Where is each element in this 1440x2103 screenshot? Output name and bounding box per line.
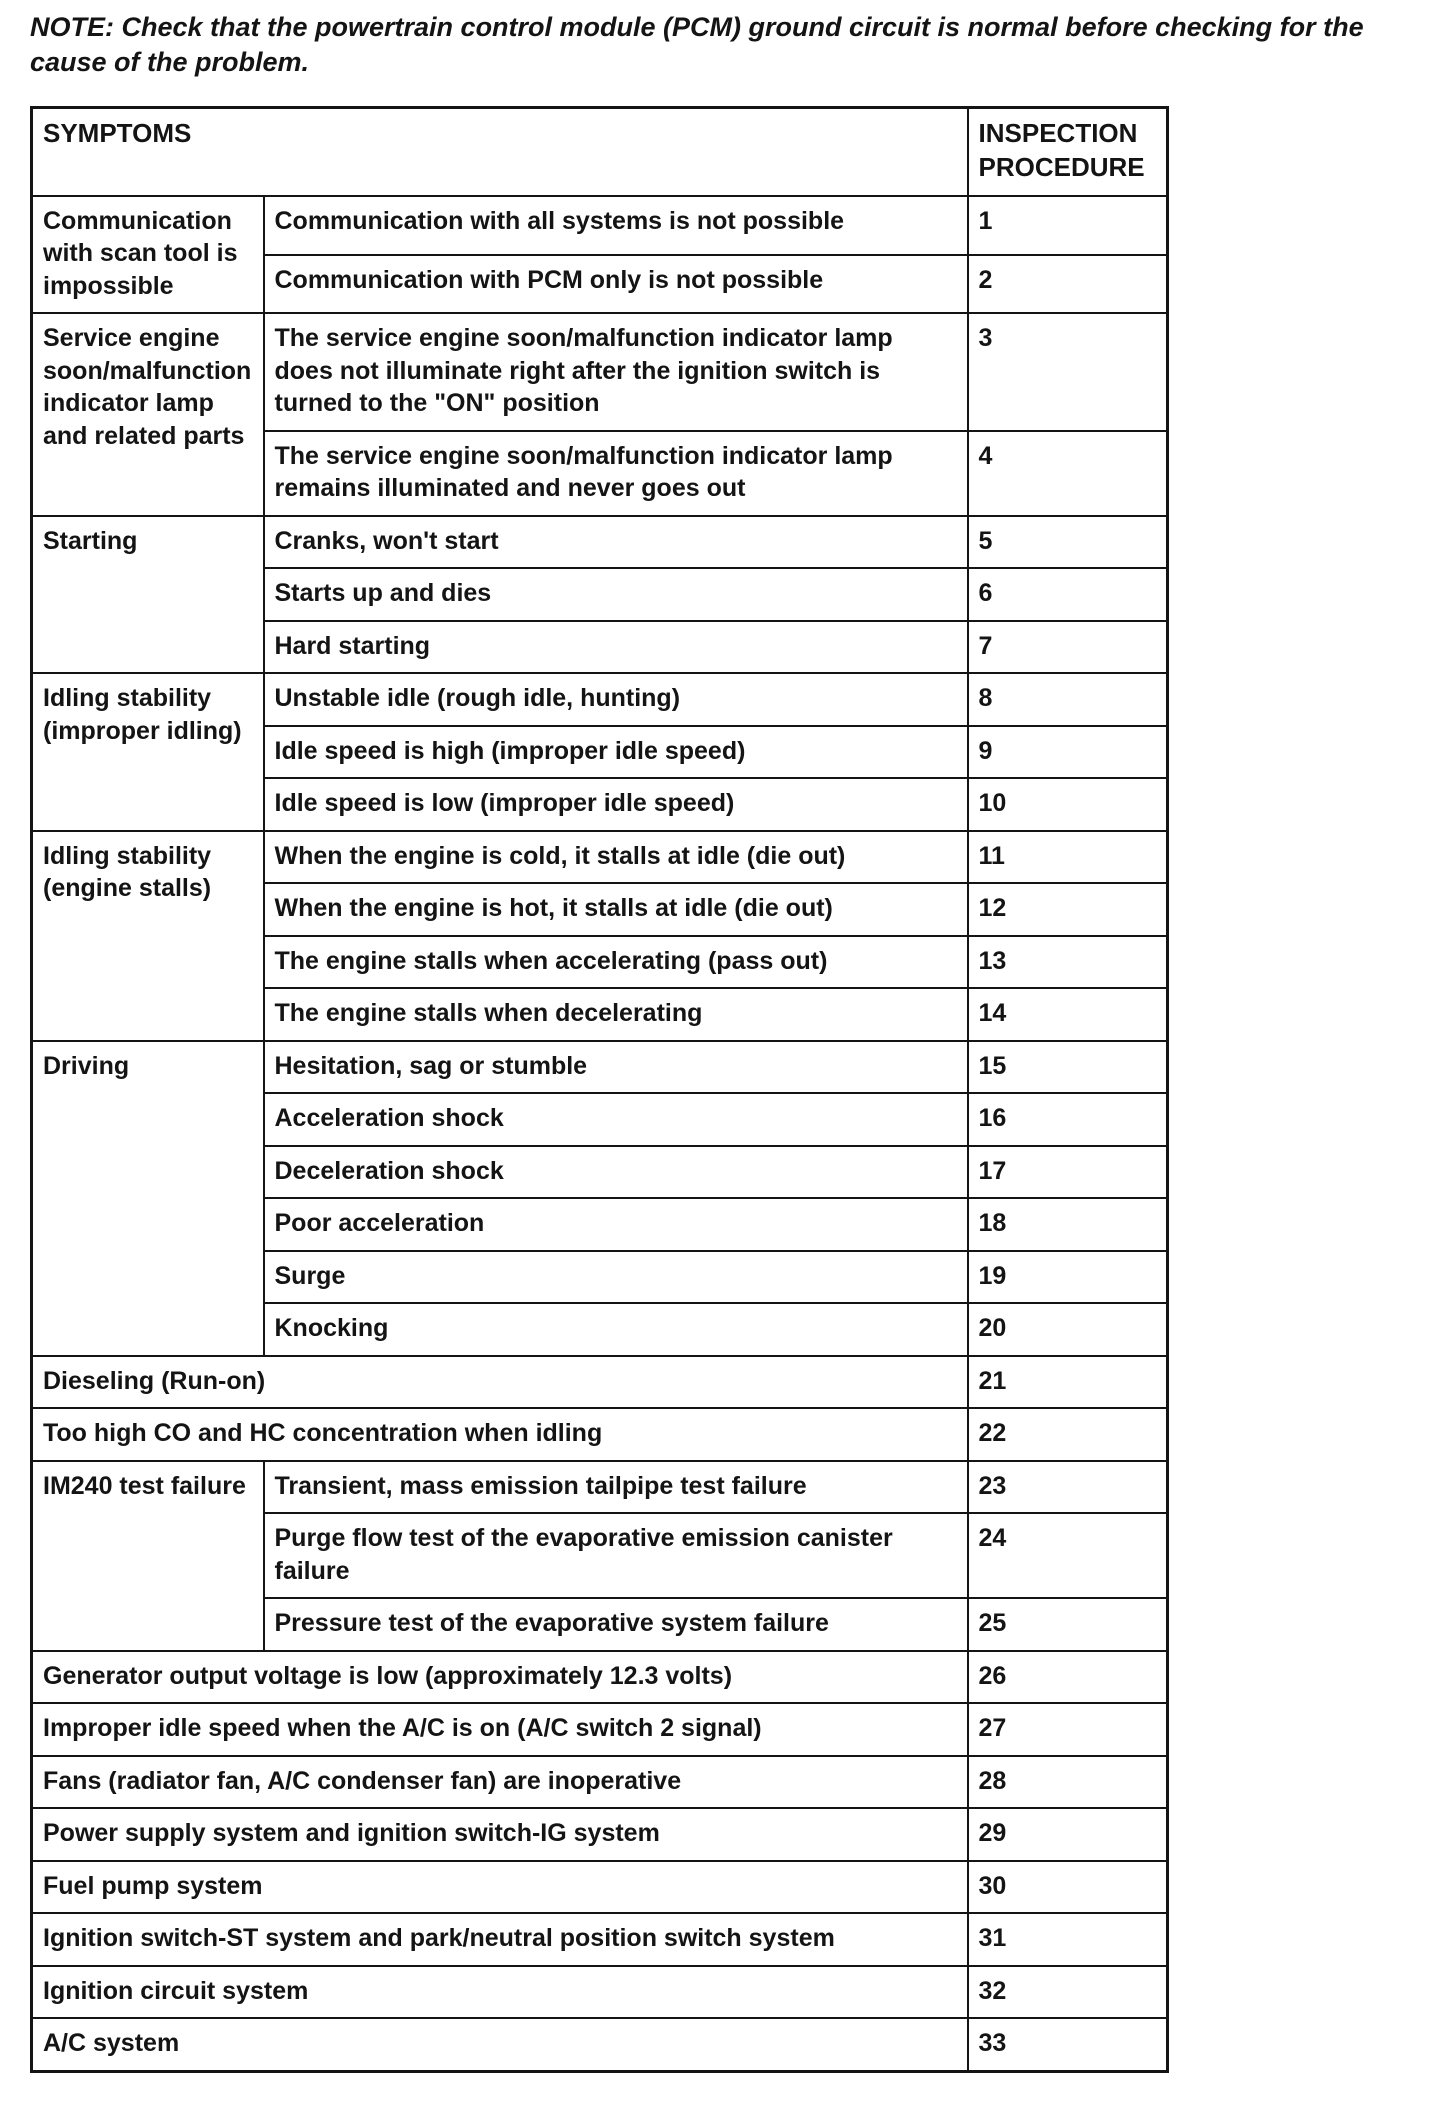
symptom-cell: Acceleration shock [264, 1093, 968, 1146]
symptom-cell: Power supply system and ignition switch-IG system [32, 1808, 968, 1861]
symptom-group-cell: Service engine soon/malfunction indicator lamp and related parts [32, 313, 264, 516]
inspection-procedure-cell: 11 [968, 831, 1168, 884]
inspection-procedure-cell: 23 [968, 1461, 1168, 1514]
inspection-procedure-cell: 33 [968, 2018, 1168, 2071]
symptom-cell: The service engine soon/malfunction indicator lamp remains illuminated and never goes out [264, 431, 968, 516]
pcm-ground-note: NOTE: Check that the powertrain control module (PCM) ground circuit is normal before checking for the cause of the problem. [30, 12, 1364, 78]
inspection-procedure-cell: 2 [968, 255, 1168, 314]
symptom-cell: Idle speed is high (improper idle speed) [264, 726, 968, 779]
inspection-procedure-cell: 29 [968, 1808, 1168, 1861]
table-body [32, 196, 1168, 2072]
inspection-procedure-cell: 12 [968, 883, 1168, 936]
symptom-cell: Ignition switch-ST system and park/neutral position switch system [32, 1913, 968, 1966]
symptom-cell: Deceleration shock [264, 1146, 968, 1199]
inspection-procedure-cell: 24 [968, 1513, 1168, 1598]
symptom-cell: Surge [264, 1251, 968, 1304]
symptom-cell: Hesitation, sag or stumble [264, 1041, 968, 1094]
symptom-cell: Dieseling (Run-on) [32, 1356, 968, 1409]
symptom-inspection-table [30, 106, 1169, 2073]
symptoms-column-header: SYMPTOMS [32, 108, 968, 196]
inspection-procedure-cell: 28 [968, 1756, 1168, 1809]
symptom-cell: Idle speed is low (improper idle speed) [264, 778, 968, 831]
table-row [32, 1041, 1168, 1094]
inspection-procedure-cell: 25 [968, 1598, 1168, 1651]
symptom-group-cell: Idling stability (improper idling) [32, 673, 264, 831]
inspection-procedure-cell: 20 [968, 1303, 1168, 1356]
symptom-cell: Poor acceleration [264, 1198, 968, 1251]
inspection-procedure-cell: 22 [968, 1408, 1168, 1461]
inspection-procedure-cell: 8 [968, 673, 1168, 726]
symptom-cell: Transient, mass emission tailpipe test failure [264, 1461, 968, 1514]
inspection-procedure-cell: 27 [968, 1703, 1168, 1756]
symptom-group-cell: IM240 test failure [32, 1461, 264, 1651]
symptom-cell: The engine stalls when decelerating [264, 988, 968, 1041]
symptom-cell: A/C system [32, 2018, 968, 2071]
table-header-row [32, 108, 1168, 196]
inspection-procedure-cell: 32 [968, 1966, 1168, 2019]
symptom-cell: Ignition circuit system [32, 1966, 968, 2019]
symptom-cell: Fans (radiator fan, A/C condenser fan) are inoperative [32, 1756, 968, 1809]
table-row [32, 1861, 1168, 1914]
symptom-cell: Generator output voltage is low (approximately 12.3 volts) [32, 1651, 968, 1704]
table-row [32, 1966, 1168, 2019]
inspection-procedure-cell: 5 [968, 516, 1168, 569]
table-row [32, 516, 1168, 569]
inspection-procedure-cell: 15 [968, 1041, 1168, 1094]
symptom-group-cell: Starting [32, 516, 264, 674]
inspection-procedure-column-header: INSPECTION PROCEDURE [968, 108, 1168, 196]
inspection-procedure-cell: 10 [968, 778, 1168, 831]
table-row [32, 1356, 1168, 1409]
inspection-procedure-cell: 18 [968, 1198, 1168, 1251]
symptom-group-cell: Idling stability (engine stalls) [32, 831, 264, 1041]
symptom-cell: Too high CO and HC concentration when idling [32, 1408, 968, 1461]
symptom-cell: When the engine is hot, it stalls at idle (die out) [264, 883, 968, 936]
symptom-cell: Communication with PCM only is not possible [264, 255, 968, 314]
table-row [32, 1913, 1168, 1966]
symptom-cell: Hard starting [264, 621, 968, 674]
table-row [32, 1756, 1168, 1809]
table-row [32, 196, 1168, 255]
table-row [32, 673, 1168, 726]
symptom-cell: The engine stalls when accelerating (pass out) [264, 936, 968, 989]
symptom-cell: Starts up and dies [264, 568, 968, 621]
inspection-procedure-cell: 4 [968, 431, 1168, 516]
symptom-cell: Fuel pump system [32, 1861, 968, 1914]
symptom-cell: Communication with all systems is not possible [264, 196, 968, 255]
inspection-procedure-cell: 13 [968, 936, 1168, 989]
inspection-procedure-cell: 31 [968, 1913, 1168, 1966]
table-row [32, 1808, 1168, 1861]
inspection-procedure-cell: 3 [968, 313, 1168, 431]
table-row [32, 1408, 1168, 1461]
inspection-procedure-cell: 14 [968, 988, 1168, 1041]
inspection-procedure-cell: 21 [968, 1356, 1168, 1409]
inspection-procedure-cell: 26 [968, 1651, 1168, 1704]
symptom-cell: Unstable idle (rough idle, hunting) [264, 673, 968, 726]
table-row [32, 2018, 1168, 2071]
table-row [32, 1703, 1168, 1756]
symptom-cell: Improper idle speed when the A/C is on (A/C switch 2 signal) [32, 1703, 968, 1756]
symptom-group-cell: Driving [32, 1041, 264, 1356]
table-row [32, 831, 1168, 884]
symptom-cell: Pressure test of the evaporative system failure [264, 1598, 968, 1651]
table-row [32, 313, 1168, 431]
inspection-procedure-cell: 17 [968, 1146, 1168, 1199]
symptom-cell: Cranks, won't start [264, 516, 968, 569]
inspection-procedure-cell: 30 [968, 1861, 1168, 1914]
inspection-procedure-cell: 9 [968, 726, 1168, 779]
inspection-procedure-cell: 1 [968, 196, 1168, 255]
inspection-procedure-cell: 7 [968, 621, 1168, 674]
symptom-group-cell: Communication with scan tool is impossible [32, 196, 264, 314]
symptom-cell: The service engine soon/malfunction indicator lamp does not illuminate right after the ignition switch is turned to the "ON" position [264, 313, 968, 431]
inspection-procedure-cell: 19 [968, 1251, 1168, 1304]
inspection-procedure-cell: 6 [968, 568, 1168, 621]
table-row [32, 1461, 1168, 1514]
symptom-cell: Purge flow test of the evaporative emission canister failure [264, 1513, 968, 1598]
table-row [32, 1651, 1168, 1704]
inspection-procedure-cell: 16 [968, 1093, 1168, 1146]
symptom-cell: When the engine is cold, it stalls at idle (die out) [264, 831, 968, 884]
symptom-cell: Knocking [264, 1303, 968, 1356]
